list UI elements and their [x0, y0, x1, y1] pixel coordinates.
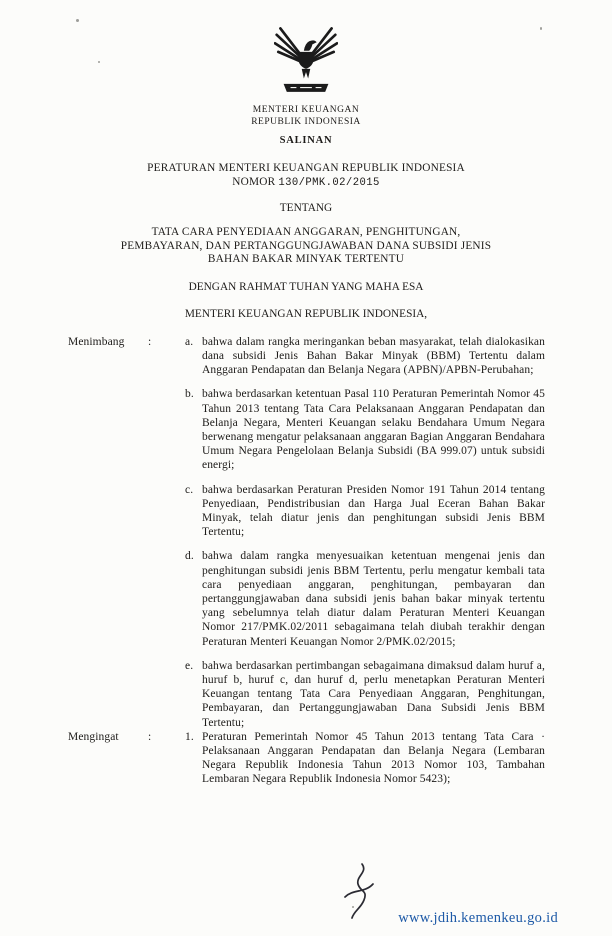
item-text: bahwa berdasarkan pertimbangan sebagaimana dimaksud dalam huruf a, huruf b, huruf c, dan huruf d, perlu menetapkan Peraturan Menteri Keuangan tentang Tata Cara Penyediaan Anggaran, Penghitungan, Pembayaran, dan Pertanggungjawaban Dana Subsidi Jenis BBM Tertentu;	[202, 659, 545, 729]
item-marker: c.	[185, 483, 194, 496]
item-text: bahwa berdasarkan ketentuan Pasal 110 Peraturan Pemerintah Nomor 45 Tahun 2013 tentang Tata Cara Pelaksanaan Anggaran Pendapatan dan Belanja Negara, Menteri Keuangan selaku Bendahara Umum Negara berwenang mengatur pelaksanaan anggaran Bagian Anggaran Bendahara Umum Negara Pengelolaan Belanja Subsidi (BA 999.07) untuk subsidi energi;	[202, 388, 545, 472]
regulation-title: PERATURAN MENTERI KEUANGAN REPUBLIK INDONESIA	[147, 162, 465, 174]
scan-speck	[76, 19, 79, 22]
ministry-name: MENTERI KEUANGAN	[252, 105, 360, 115]
scan-speck	[98, 61, 100, 63]
document-header	[0, 0, 612, 320]
jdih-footer-link[interactable]: www.jdih.kemenkeu.go.id	[398, 910, 558, 926]
item-marker: 1.	[185, 730, 194, 743]
item-text: Peraturan Pemerintah Nomor 45 Tahun 2013 tentang Tata Cara · Pelaksanaan Anggaran Pendapatan dan Belanja Negara (Lembaran Negara Republik Indonesia Tahun 2013 Nomor 103, Tambahan Lembaran Negara Republik Indonesia Nomor 5423);	[202, 730, 545, 786]
recalling-item-1	[185, 730, 545, 787]
ministry-country: REPUBLIK INDONESIA	[251, 116, 361, 127]
considering-clause	[68, 335, 545, 730]
item-text: bahwa dalam rangka menyesuaikan ketentuan mengenai jenis dan penghitungan subsidi jenis BBM Tertentu, perlu mengatur kembali tata cara penyediaan anggaran, penghitungan, pembayaran dan pertanggungjawaban dana subsidi jenis bahan bakar minyak tertentu yang sebelumnya telah diatur dalam Peraturan Menteri Keuangan Nomor 217/PMK.02/2011 sebagaimana telah diubah terakhir dengan Peraturan Menteri Keuangan Nomor 2/PMK.02/2015;	[202, 550, 545, 648]
considering-item-b	[185, 387, 545, 472]
recalling-separator: :	[148, 730, 152, 743]
item-marker: b.	[185, 388, 194, 401]
invocation-line: DENGAN RAHMAT TUHAN YANG MAHA ESA	[188, 280, 424, 293]
garuda-pancasila-emblem	[0, 24, 612, 100]
item-marker: d.	[185, 550, 194, 563]
issuer-line: MENTERI KEUANGAN REPUBLIK INDONESIA,	[184, 307, 428, 320]
considering-items	[185, 335, 545, 730]
considering-item-c	[185, 483, 545, 540]
regulation-subject: TATA CARA PENYEDIAAN ANGGARAN, PENGHITUNGAN, PEMBAYARAN, DAN PERTANGGUNGJAWABAN DANA SUBSIDI JENIS BAHAN BAKAR MINYAK TERTENTU	[120, 226, 492, 266]
item-text: bahwa berdasarkan Peraturan Presiden Nomor 191 Tahun 2014 tentang Penyediaan, Pendistribusian dan Harga Jual Eceran Bahan Bakar Minyak, telah diatur jenis dan penghitungan subsidi Jenis BBM Tertentu;	[202, 483, 545, 539]
recalling-clause	[68, 730, 545, 787]
recalling-label: Mengingat	[68, 730, 119, 743]
recalling-items	[185, 730, 545, 787]
regulation-number	[0, 175, 612, 190]
item-marker: e.	[185, 659, 194, 672]
document-body	[0, 335, 612, 787]
about-label: TENTANG	[279, 202, 333, 214]
considering-separator: :	[148, 335, 152, 348]
copy-label: SALINAN	[279, 135, 333, 146]
regulation-number-label: NOMOR	[232, 176, 276, 188]
handwritten-initials	[338, 862, 380, 925]
considering-label: Menimbang	[68, 335, 125, 348]
regulation-number-value: 130/PMK.02/2015	[278, 177, 380, 189]
item-marker: a.	[185, 335, 194, 348]
scan-speck	[540, 27, 542, 30]
considering-item-d	[185, 549, 545, 648]
considering-item-e	[185, 659, 545, 730]
item-text: bahwa dalam rangka meringankan beban masyarakat, telah dialokasikan dana subsidi Jenis Bahan Bakar Minyak (BBM) Tertentu dalam Anggaran Pendapatan dan Belanja Negara (APBN)/APBN-Perubahan;	[202, 335, 545, 377]
considering-item-a	[185, 335, 545, 378]
